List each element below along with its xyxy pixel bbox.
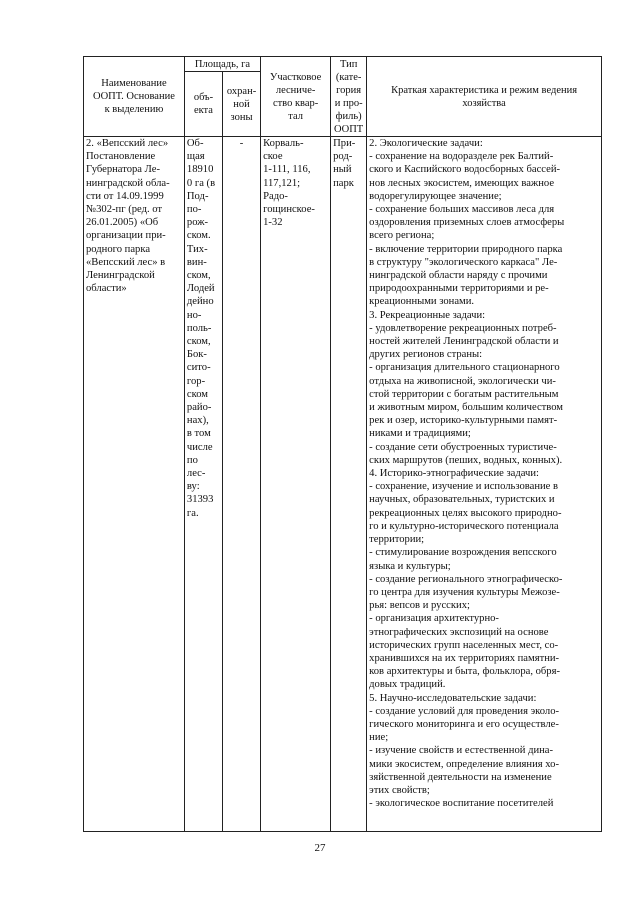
text-line: - создание условий для проведения эколо- (369, 705, 560, 717)
text-line: тал (288, 110, 303, 122)
cell-area-object (184, 137, 222, 832)
text-line: креационными зонами. (369, 296, 475, 308)
text-line: «Вепсский лес» в (86, 256, 166, 268)
text-line: 5. Научно-исследовательские задачи: (369, 692, 537, 704)
text-line: оздоровления приземных слоев атмосферы (369, 217, 565, 229)
text-line: - экологическое воспитание посетителей (369, 798, 554, 810)
page-number: 27 (314, 842, 326, 854)
text-line: исторических групп населенных мест, со- (369, 639, 559, 651)
text-line: (кате- (335, 71, 362, 83)
header-area-object (184, 72, 222, 137)
text-line: других регионов страны: (369, 349, 483, 361)
text-line: ском, (186, 270, 211, 282)
text-line: 18910 (186, 164, 214, 176)
text-line: объ- (193, 92, 214, 103)
text-line: по- (186, 204, 202, 216)
text-line: охран- (226, 85, 257, 97)
text-line: но- (186, 309, 202, 321)
text-line: ностей жителей Ленинградской области и (369, 336, 559, 348)
text-line: водорегулирующее значение; (369, 190, 502, 202)
text-line: щая (186, 151, 205, 163)
text-line: - изучение свойств и естественной дина- (369, 745, 554, 757)
text-line: Краткая характеристика и режим ведения (391, 84, 578, 96)
text-line: №302-пг (ред. от (86, 204, 163, 216)
text-line: ООПТ (334, 123, 364, 135)
text-line: лес- (186, 468, 206, 480)
header-name (84, 57, 185, 137)
text-line: области» (86, 283, 127, 295)
text-line: - удовлетворение рекреационных потреб- (369, 322, 557, 334)
text-line: родного парка (86, 243, 151, 255)
text-line: ском, (186, 336, 211, 348)
text-line: екта (193, 105, 213, 116)
text-line: - сохранение на водоразделе рек Балтий- (369, 151, 554, 163)
text-line: - организация архитектурно- (369, 613, 499, 625)
text-line: рож- (186, 217, 209, 229)
text-line: парк (333, 177, 354, 189)
text-line: нинградской обла- (86, 177, 170, 189)
text-line: 1-32 (263, 217, 283, 229)
text-line: гория (336, 84, 362, 96)
text-line: гощинское- (263, 204, 315, 216)
text-line: стой территории с богатым растительным (369, 388, 559, 400)
text-line: ском. (186, 230, 211, 242)
text-line: этнографических экспозиций на основе (369, 626, 549, 638)
text-line: хозяйства (462, 97, 506, 109)
text-line: научных, образовательных, туристских и (369, 494, 555, 506)
text-line: Ленинградской (86, 270, 155, 282)
header-area-protect (223, 72, 261, 137)
text-line: Постановление (86, 151, 156, 163)
text-line: - создание регионального этнографическо- (369, 573, 563, 585)
text-line: этих свойств; (369, 784, 430, 796)
text-line: филь) (335, 110, 362, 122)
text-line: - стимулирование возрождения вепсского (369, 547, 557, 559)
header-description (367, 57, 602, 137)
text-line: ском (186, 388, 209, 400)
text-line: 0 га (в (186, 177, 216, 189)
text-line: - включение территории природного парка (369, 243, 563, 255)
text-line: всего региона; (369, 230, 435, 242)
text-line: Корваль- (263, 138, 304, 149)
text-line: 2. «Вепсский лес» (86, 138, 169, 149)
text-line: ный (333, 164, 352, 176)
text-line: 117,121; (263, 177, 301, 189)
text-line: - сохранение больших массивов леса для (369, 204, 555, 216)
text-line: Об- (186, 138, 204, 149)
text-line: Под- (186, 190, 209, 202)
text-line: Бок- (186, 349, 207, 361)
text-line: и про- (334, 97, 363, 109)
text-line: 2. Экологические задачи: (369, 138, 483, 149)
text-line: мики экосистем, определение влияния хо- (369, 758, 559, 770)
text-line: При- (333, 138, 356, 149)
text-line: нах), (186, 415, 209, 427)
text-line: Радо- (263, 190, 288, 202)
text-line: довых традиций. (369, 679, 446, 691)
oopt-table (83, 56, 602, 832)
text-line: поль- (186, 322, 212, 334)
header-plots (261, 57, 331, 137)
text-line: к выделению (104, 104, 164, 115)
text-line: го центра для изучения культуры Межозе- (369, 586, 560, 598)
text-line: зоны (230, 111, 253, 123)
text-line: Наименование (101, 78, 167, 89)
text-line: Участковое (269, 71, 322, 83)
text-line: райо- (186, 402, 212, 414)
text-line: рек и озер, историко-культурными памят- (369, 415, 558, 427)
cell-name (84, 137, 185, 832)
text-line: нинградской области наряду с прочими (369, 270, 548, 282)
text-line: Тип (339, 58, 358, 70)
text-line: ство квар- (272, 97, 319, 109)
text-line: - организация длительного стационарного (369, 362, 560, 374)
text-line: по (186, 454, 198, 466)
text-line: род- (333, 151, 353, 163)
text-line: ское (263, 151, 283, 163)
text-line: отдыха на живописной, экологически чи- (369, 375, 556, 387)
text-line: вин- (186, 256, 207, 268)
text-line: нов лесных экосистем, имеющих важное (369, 177, 555, 189)
text-line: в том (186, 428, 211, 440)
text-line: Губернатора Ле- (86, 164, 161, 176)
text-line: и животным миром, большим количеством (369, 402, 564, 414)
text-line: 1-111, 116, (263, 164, 311, 176)
text-line: ние; (369, 732, 389, 744)
text-line: 3. Рекреационные задачи: (369, 309, 486, 321)
text-line: сито- (186, 362, 211, 374)
text-line: ву: (186, 481, 200, 493)
cell-area-protect: - (223, 137, 261, 832)
text-line: ООПТ. Основание (93, 91, 175, 102)
text-line: дейно (186, 296, 214, 308)
text-line: 4. Историко-этнографические задачи: (369, 468, 539, 480)
text-line: никами и традициями; (369, 428, 471, 440)
header-type (331, 57, 367, 137)
text-line: - создание сети обустроенных туристиче- (369, 441, 557, 453)
text-line: лесниче- (275, 84, 316, 96)
text-line: зяйственной деятельности на изменение (369, 771, 552, 783)
text-line: рья: вепсов и русских; (369, 600, 470, 612)
header-row-1 (84, 57, 602, 72)
text-line: в структуру "экологического каркаса" Ле- (369, 256, 558, 268)
text-line: ского и Каспийского водосборных бассей- (369, 164, 561, 176)
text-line: ков архитектуры и быта, фольклора, обря- (369, 666, 560, 678)
table-row (84, 137, 602, 832)
text-line: ских маршрутов (пеших, водных, конных). (369, 454, 563, 466)
text-line: ной (233, 98, 250, 110)
text-line: рекреационных целях высокого природно- (369, 507, 562, 519)
text-line: числе (186, 441, 213, 453)
header-area-group: Площадь, га (184, 57, 260, 72)
text-line: Тих- (186, 243, 208, 255)
text-line: сти от 14.09.1999 (86, 190, 164, 202)
text-line: Лодей (186, 283, 215, 295)
cell-type (331, 137, 367, 832)
text-line: 26.01.2005) «Об (86, 217, 159, 229)
text-line: природоохранными территориями и ре- (369, 283, 549, 295)
text-line: 31393 (186, 494, 214, 506)
text-line: гического мониторинга и его осуществле- (369, 718, 559, 730)
text-line: - сохранение, изучение и использование в (369, 481, 559, 493)
text-line: го и культурно-исторического потенциала (369, 520, 559, 532)
text-line: гор- (186, 375, 206, 387)
text-line: га. (186, 507, 199, 519)
text-line: языка и культуры; (369, 560, 451, 572)
text-line: хранившихся на их территориях памятни- (369, 652, 560, 664)
cell-description (367, 137, 602, 832)
text-line: территории; (369, 534, 425, 546)
cell-plots (261, 137, 331, 832)
text-line: организации при- (86, 230, 166, 242)
